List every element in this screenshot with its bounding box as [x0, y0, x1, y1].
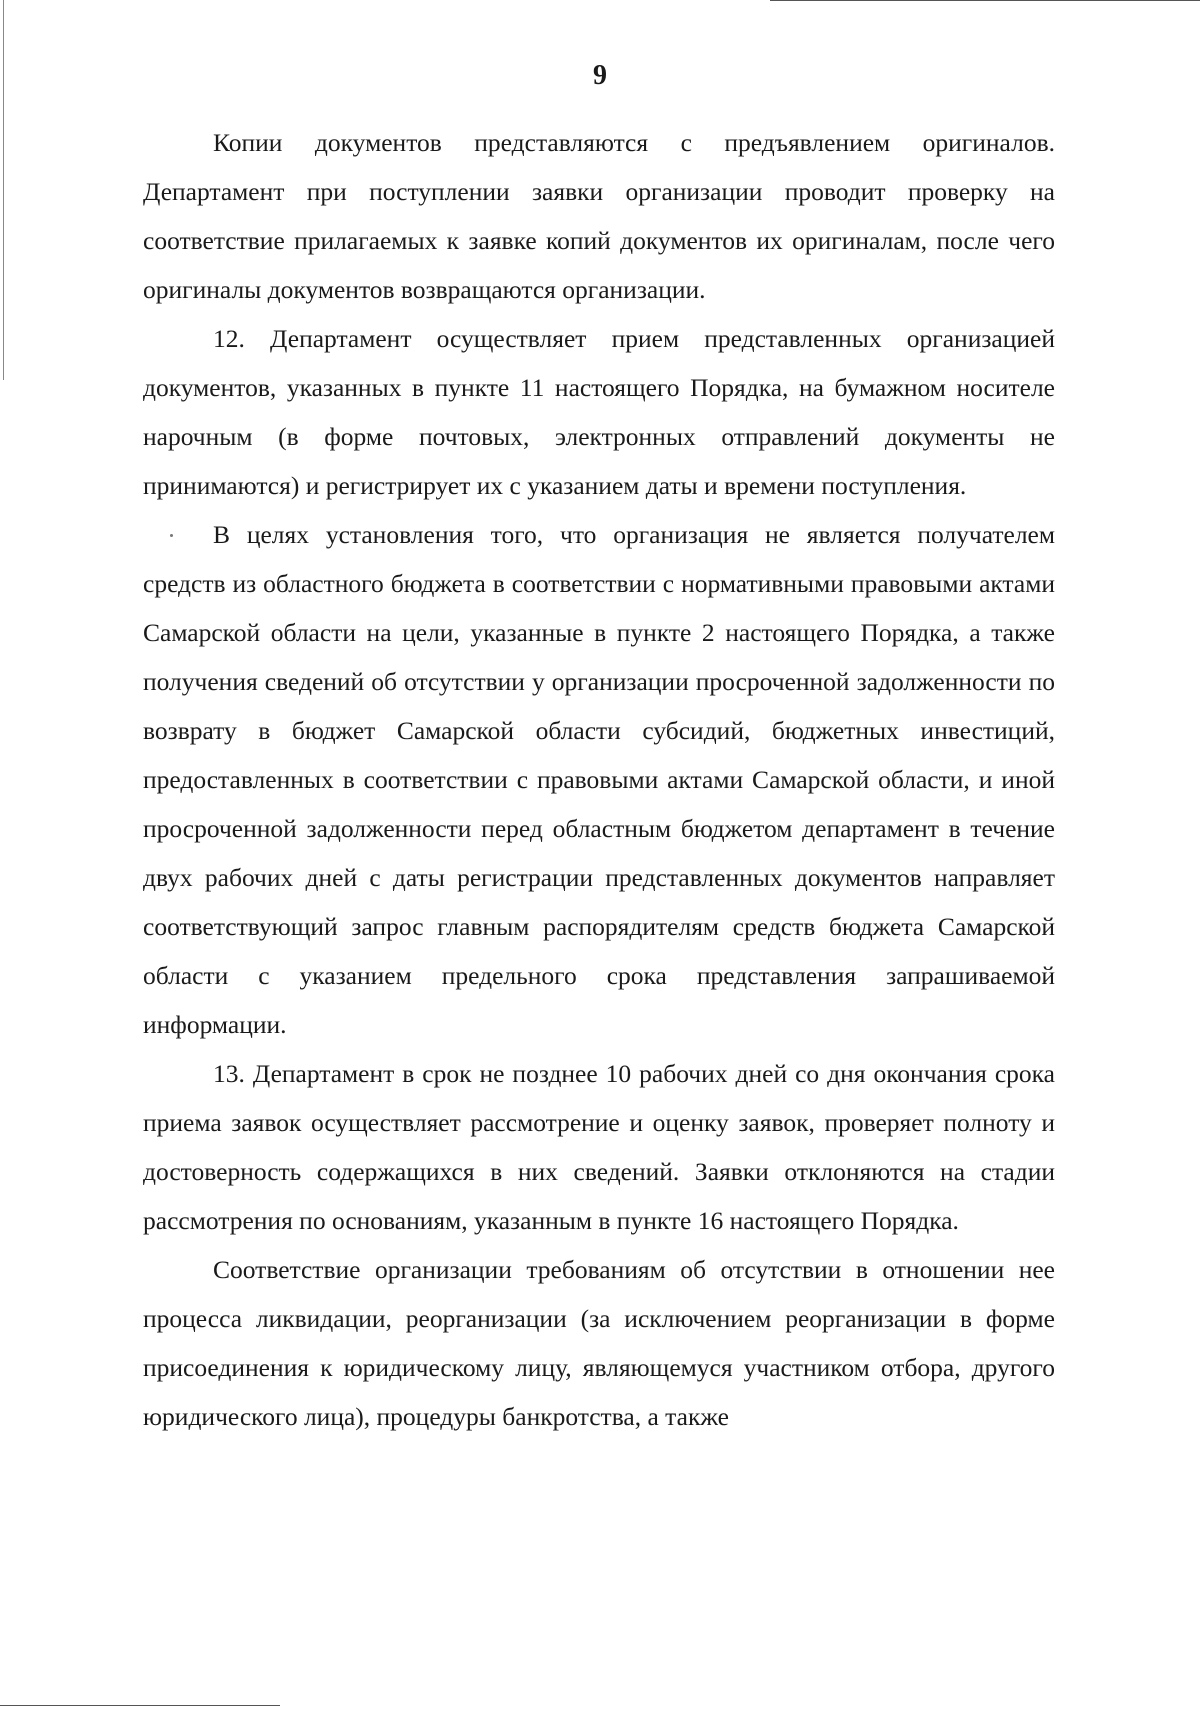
paragraph-item-13: 13. Департамент в срок не позднее 10 рабочих дней со дня окончания срока приема заявок осуществляет рассмотрение и оценку заявок, проверяет полноту и достоверность содержащихся в них сведений. Заявки отклоняются на стадии рассмотрения по основаниям, указанным в пункте 16 настоящего Порядка. [143, 1059, 1055, 1235]
paragraph-copies: Копии документов представляются с предъявлением оригиналов. Департамент при поступлении заявки организации проводит проверку на соответствие прилагаемых к заявке копий документов их оригиналам, после чего оригиналы документов возвращаются организации. [143, 128, 1055, 304]
page-number: 9 [593, 60, 607, 91]
scan-edge-line-bottom [0, 1705, 280, 1706]
document-body [143, 118, 1055, 1441]
scan-edge-line-top [770, 0, 1200, 1]
scan-edge-line-left [3, 0, 4, 380]
paragraph-compliance: Соответствие организации требованиям об отсутствии в отношении нее процесса ликвидации, реорганизации (за исключением реорганизации в форме присоединения к юридическому лицу, являющемуся участником отбора, другого юридического лица), процедуры банкротства, а также [143, 1255, 1055, 1431]
paragraph-item-12: 12. Департамент осуществляет прием представленных организацией документов, указанных в пункте 11 настоящего Порядка, на бумажном носителе нарочным (в форме почтовых, электронных отправлений документы не принимаются) и регистрирует их с указанием даты и времени поступления. [143, 324, 1055, 500]
paragraph-budget-request: В целях установления того, что организация не является получателем средств из областного бюджета в соответствии с нормативными правовыми актами Самарской области на цели, указанные в пункте 2 настоящего Порядка, а также получения сведений об отсутствии у организации просроченной задолженности по возврату в бюджет Самарской области субсидий, бюджетных инвестиций, предоставленных в соответствии с правовыми актами Самарской области, и иной просроченной задолженности перед областным бюджетом департамент в течение двух рабочих дней с даты регистрации представленных документов направляет соответствующий запрос главным распорядителям средств бюджета Самарской области с указанием предельного срока представления запрашиваемой информации. [143, 520, 1055, 1039]
